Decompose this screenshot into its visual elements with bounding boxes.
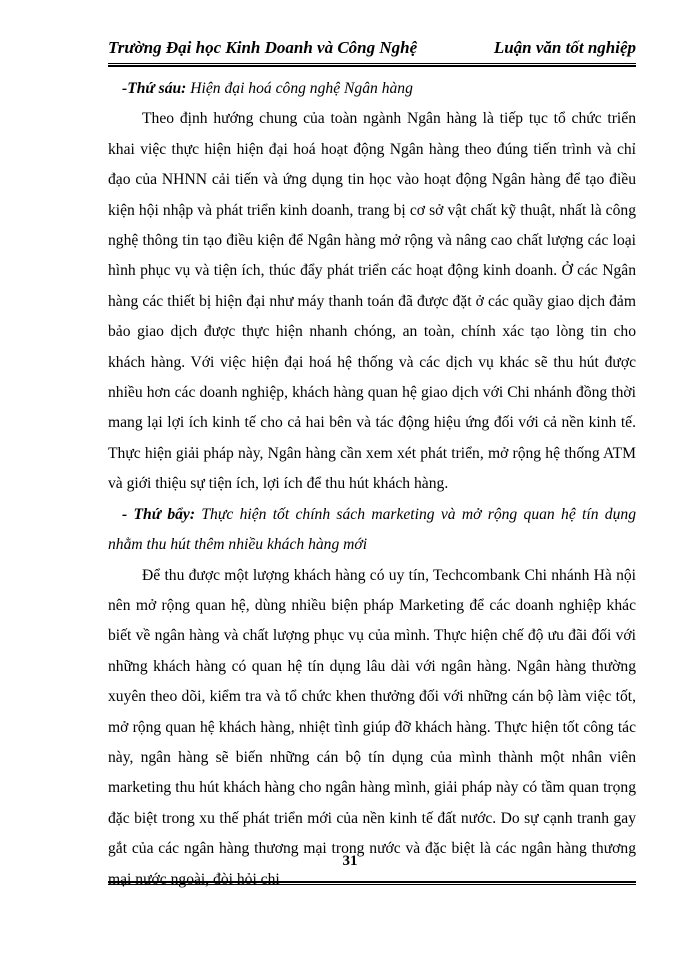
- page-body: [108, 74, 636, 895]
- section-label-6: -Thứ sáu:: [122, 80, 187, 97]
- header-divider: [108, 63, 636, 67]
- section-heading-6: [108, 74, 636, 104]
- page-number: 31: [342, 853, 358, 869]
- section-title-7: Thực hiện tốt chính sách marketing và mở rộng quan hệ tín dụng nhằm thu hút thêm nhiều khách hàng mới: [108, 505, 636, 554]
- section-heading-7: [108, 500, 636, 561]
- footer-divider: [108, 881, 636, 885]
- section-label-7: - Thứ bẩy:: [122, 505, 196, 523]
- section-title-6: Hiện đại hoá công nghệ Ngân hàng: [186, 80, 413, 97]
- section-paragraph-6: Theo định hướng chung của toàn ngành Ngân hàng là tiếp tục tổ chức triển khai việc thực hiện hiện đại hoá hoạt động Ngân hàng theo đúng tiến trình và chỉ đạo của NHNN cải tiến và ứng dụng tin học vào hoạt động Ngân hàng để tạo điều kiện hội nhập và phát triển kinh doanh, trang bị cơ sở vật chất kỹ thuật, nhất là công nghệ thông tin tạo điều kiện để Ngân hàng mở rộng và nâng cao chất lượng các loại hình phục vụ và tiện ích, thúc đẩy phát triển các hoạt động kinh doanh. Ở các Ngân hàng các thiết bị hiện đại như máy thanh toán đã được đặt ở các quầy giao dịch đảm bảo giao dịch được thực hiện nhanh chóng, an toàn, chính xác tạo lòng tin cho khách hàng. Với việc hiện đại hoá hệ thống và các dịch vụ khác sẽ thu hút được nhiều hơn các doanh nghiệp, khách hàng quan hệ giao dịch với Chi nhánh đồng thời mang lại lợi ích kinh tế cho cả hai bên và tác động hiệu ứng đối với cả nền kinh tế. Thực hiện giải pháp này, Ngân hàng cần xem xét phát triển, mở rộng hệ thống ATM và giới thiệu sự tiện ích, lợi ích để thu hút khách hàng.: [108, 110, 636, 493]
- page-header: [108, 38, 636, 68]
- header-university-name: Trường Đại học Kinh Doanh và Công Nghệ: [108, 38, 418, 57]
- section-paragraph-7: Để thu được một lượng khách hàng có uy tín, Techcombank Chi nhánh Hà nội nên mở rộng quan hệ, dùng nhiều biện pháp Marketing để các doanh nghiệp khác biết về ngân hàng và chất lượng phục vụ của mình. Thực hiện chế độ ưu đãi đối với những khách hàng có quan hệ tín dụng lâu dài với ngân hàng. Ngân hàng thường xuyên theo dõi, kiểm tra và tổ chức khen thưởng đối với những cán bộ làm việc tốt, mở rộng quan hệ khách hàng, nhiệt tình giúp đỡ khách hàng. Thực hiện tốt công tác này, ngân hàng sẽ biến những cán bộ tín dụng của mình thành một nhân viên marketing thu hút khách hàng cho ngân hàng mình, giải pháp này có tầm quan trọng đặc biệt trong xu thế phát triển mới của nền kinh tế đất nước. Do sự cạnh tranh gay gắt của các ngân hàng thương mại trong nước và đặc biệt là các ngân hàng thương mại nước ngoài, đòi hỏi chi: [108, 566, 636, 888]
- header-document-type: Luận văn tốt nghiệp: [493, 38, 636, 57]
